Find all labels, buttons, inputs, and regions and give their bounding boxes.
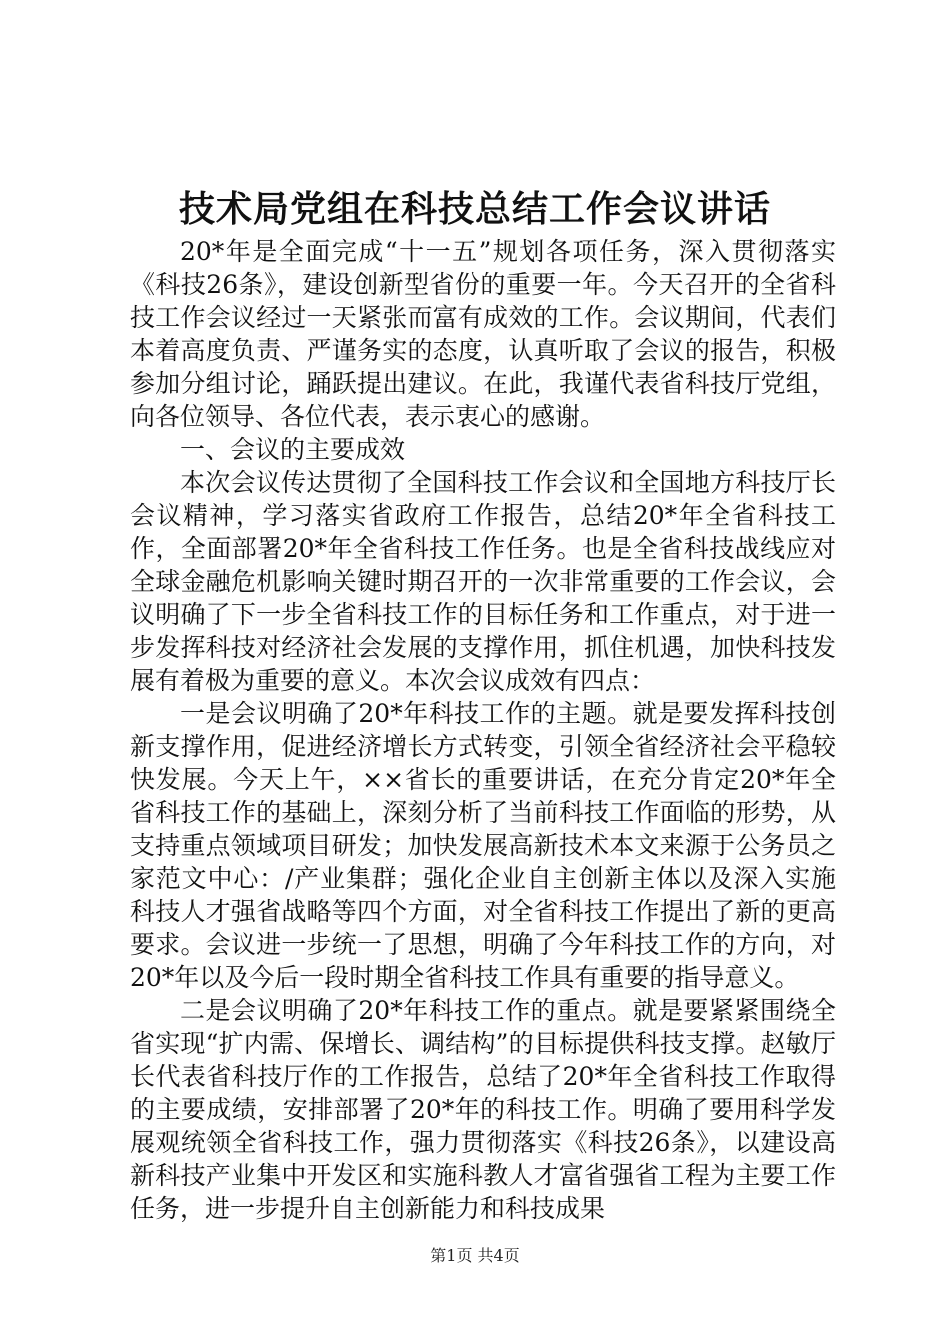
section-heading: 一、会议的主要成效 [180,435,406,464]
paragraph-outcomes: 本次会议传达贯彻了全国科技工作会议和全国地方科技厅长会议精神，学习落实省政府工作报告，总结20*年全省科技工作，全面部署20*年全省科技工作任务。也是全省科技战线应对全球金融危机影响关键时期召开的一次非常重要的工作会议，会议明确了下一步全省科技工作的目标任务和工作重点，对于进一步发挥科技对经济社会发展的支撑作用，抓住机遇，加快科技发展有着极为重要的意义。本次会议成效有四点： [130,468,836,695]
paragraph-intro: 20*年是全面完成“十一五”规划各项任务，深入贯彻落实《科技26条》，建设创新型省份的重要一年。今天召开的全省科技工作会议经过一天紧张而富有成效的工作。会议期间，代表们本着高度负责、严谨务实的态度，认真听取了会议的报告，积极参加分组讨论，踊跃提出建议。在此，我谨代表省科技厅党组，向各位领导、各位代表，表示衷心的感谢。 [130,237,836,431]
page-footer: 第1页 共4页 [430,1246,520,1265]
document-body [130,235,836,1225]
document-title: 技术局党组在科技总结工作会议讲话 [178,188,771,230]
paragraph-point-two: 二是会议明确了20*年科技工作的重点。就是要紧紧围绕全省实现“扩内需、保增长、调结构”的目标提供科技支撑。赵敏厅长代表省科技厅作的工作报告，总结了20*年全省科技工作取得的主要成绩，安排部署了20*年的科技工作。明确了要用科学发展观统领全省科技工作，强力贯彻落实《科技26条》，以建设高新科技产业集中开发区和实施科教人才富省强省工程为主要工作任务，进一步提升自主创新能力和科技成果 [130,996,836,1223]
paragraph-point-one: 一是会议明确了20*年科技工作的主题。就是要发挥科技创新支撑作用，促进经济增长方式转变，引领全省经济社会平稳较快发展。今天上午，××省长的重要讲话，在充分肯定20*年全省科技工作的基础上，深刻分析了当前科技工作面临的形势，从支持重点领域项目研发；加快发展高新技术本文来源于公务员之家范文中心：/产业集群；强化企业自主创新主体以及深入实施科技人才强省战略等四个方面，对全省科技工作提出了新的更高要求。会议进一步统一了思想，明确了今年科技工作的方向，对20*年以及今后一段时期全省科技工作具有重要的指导意义。 [130,699,836,992]
